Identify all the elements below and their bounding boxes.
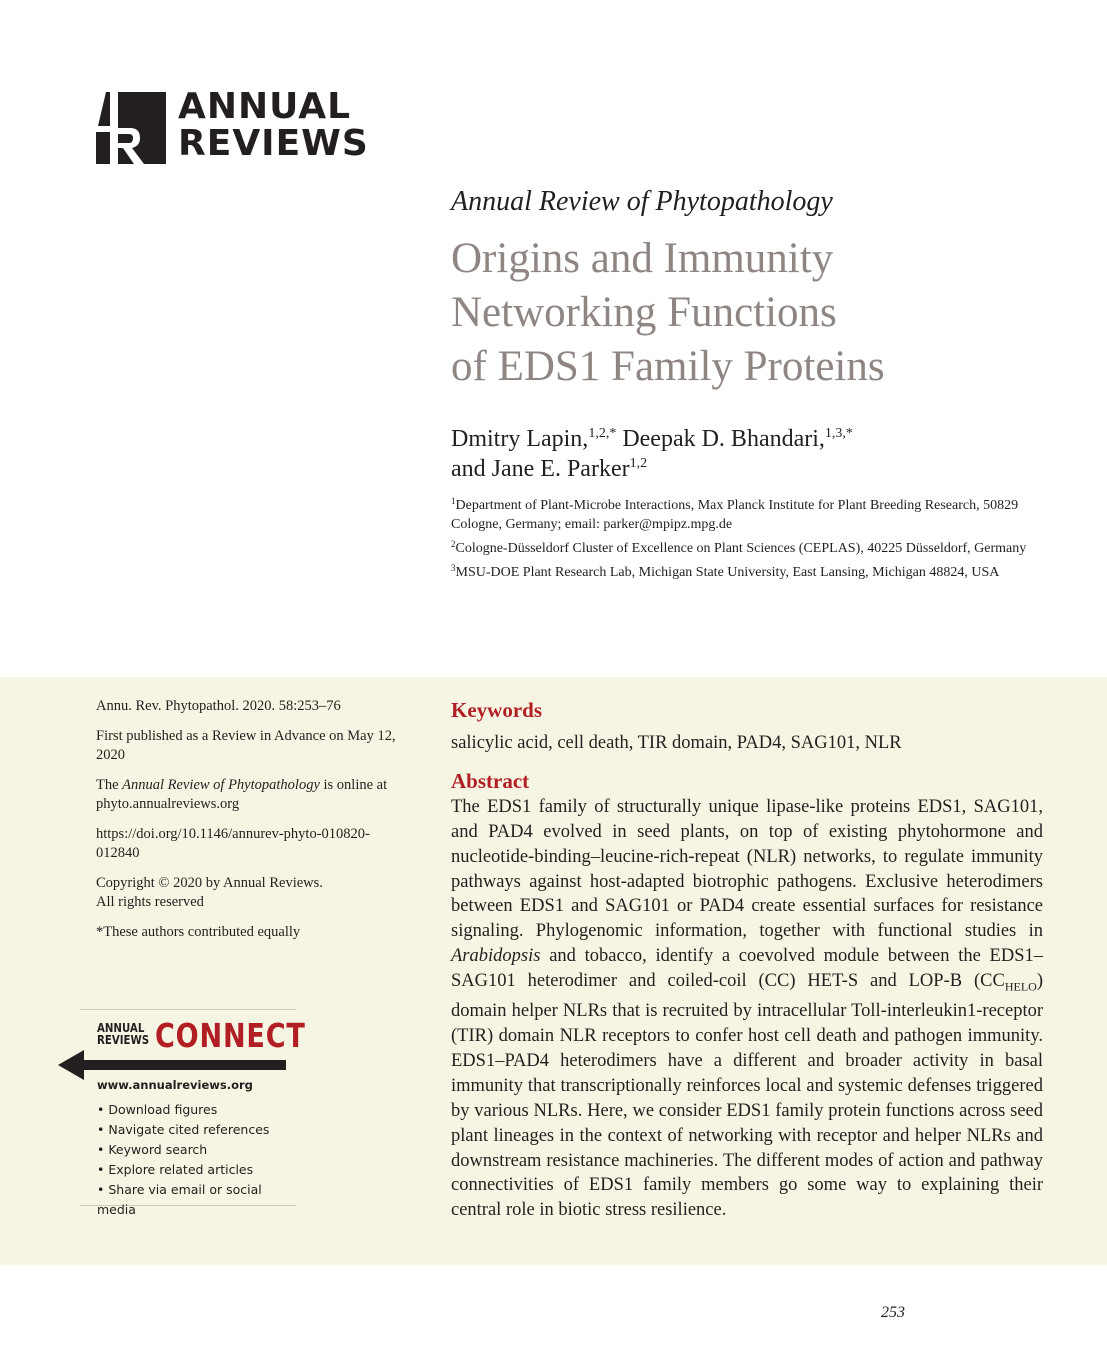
logo-wordmark (178, 88, 369, 162)
logo-line-annual: ANNUAL (178, 86, 352, 127)
title-line: of EDS1 Family Proteins (451, 343, 885, 390)
author-affil-marker: 1,2,* (588, 426, 617, 441)
affiliations (451, 496, 1051, 587)
connect-feature-item: • Download figures (97, 1102, 218, 1117)
online-note (96, 776, 406, 814)
connect-feature-list (97, 1100, 296, 1220)
rights-line: All rights reserved (96, 894, 204, 910)
keywords-abstract-section (451, 696, 1043, 1223)
annual-reviews-connect-box (80, 1009, 306, 1217)
affiliation-item (451, 496, 1051, 534)
ar-monogram-icon (96, 92, 166, 164)
annual-reviews-logo (96, 86, 371, 166)
connect-small-line: ANNUAL (97, 1021, 145, 1035)
arrow-left-icon (58, 1050, 288, 1080)
author-name: and Jane E. Parker (451, 456, 630, 482)
author-name: Deepak D. Bhandari, (616, 426, 825, 452)
affiliation-item (451, 539, 1051, 558)
online-pre: The (96, 777, 123, 793)
equal-contribution-note: *These authors contributed equally (96, 924, 301, 940)
connect-url[interactable]: www.annualreviews.org (97, 1078, 253, 1092)
affiliation-text: MSU-DOE Plant Research Lab, Michigan State University, East Lansing, Michigan 48824, USA (455, 565, 1000, 580)
affiliation-text: Cologne-Düsseldorf Cluster of Excellence on Plant Sciences (CEPLAS), 40225 Düsseldorf, Germany (455, 541, 1027, 556)
abstract-subscript: HELO (1004, 979, 1037, 994)
doi-link[interactable]: https://doi.org/10.1146/annurev-phyto-010820-012840 (96, 826, 370, 861)
copyright (96, 874, 406, 912)
connect-small-label (97, 1022, 149, 1046)
affiliation-number: 1 (451, 496, 456, 506)
title-line: Networking Functions (451, 289, 837, 336)
author-affil-marker: 1,2 (629, 456, 648, 471)
author-name: Dmitry Lapin, (451, 426, 589, 452)
keywords-text: salicylic acid, cell death, TIR domain, PAD4, SAG101, NLR (451, 733, 902, 753)
published-date: First published as a Review in Advance on May 12, 2020 (96, 728, 396, 763)
connect-title: CONNECT (155, 1016, 306, 1055)
abstract-part: ) domain helper NLRs that is recruited by intracellular Toll-interleukin1-receptor (TIR) domain NLR receptors to confer host cell death and pathogen immunity. EDS1–PAD4 heterodimers have a different and broader activity in basal immunity that transcriptionally reinforces local and systemic defenses triggered by various NLRs. Here, we consider EDS1 family protein functions across seed plant lineages in the context of networking with receptor and helper NLRs and downstream resistance machineries. The different modes of action and pathway connectivities of EDS1 family members go some way to explaining their central role in biotic stress resilience. (451, 970, 1043, 1221)
abstract-heading: Abstract (451, 769, 530, 793)
journal-name: Annual Review of Phytopathology (451, 186, 833, 217)
affiliation-text: Department of Plant-Microbe Interactions, Max Planck Institute for Plant Breeding Research, 50829 Cologne, Germany; email: parker@mpipz.mpg.de (451, 498, 1019, 532)
online-journal: Annual Review of Phytopathology (122, 777, 320, 793)
citation: Annu. Rev. Phytopathol. 2020. 58:253–76 (96, 698, 341, 714)
abstract-italic-term: Arabidopsis (451, 946, 541, 967)
affiliation-number: 3 (451, 563, 456, 573)
abstract-part: and tobacco, identify a coevolved module between the EDS1–SAG101 heterodimer and coiled-coil (CC) HET-S and LOP-B (CC (451, 946, 1043, 991)
article-info-sidebar (96, 697, 406, 953)
affiliation-item (451, 563, 1051, 582)
author-list (451, 424, 853, 484)
keywords-heading: Keywords (451, 698, 542, 722)
online-post: is online at phyto.annualreviews.org (96, 777, 388, 812)
author-affil-marker: 1,3,* (824, 426, 853, 441)
affiliation-number: 2 (451, 539, 456, 549)
connect-feature-item: • Keyword search (97, 1142, 208, 1157)
article-title (451, 232, 885, 394)
abstract-part: The EDS1 family of structurally unique lipase-like proteins EDS1, SAG101, and PAD4 evolved in seed plants, on top of existing phytohormone and nucleotide-binding–leucine-rich-repeat (NLR) networks, to regulate immunity pathways against host-adapted biotrophic pathogens. Exclusive heterodimers between EDS1 and SAG101 or PAD4 create essential surfaces for resistance signaling. Phylogenomic information, together with functional studies in (451, 797, 1043, 942)
connect-feature-item: • Navigate cited references (97, 1122, 270, 1137)
connect-feature-item: • Explore related articles (97, 1162, 254, 1177)
page-number: 253 (881, 1304, 905, 1321)
logo-line-reviews: REVIEWS (178, 123, 369, 164)
connect-small-line: REVIEWS (97, 1033, 150, 1047)
title-line: Origins and Immunity (451, 235, 834, 282)
connect-feature-item: • Share via email or social media (97, 1182, 262, 1217)
abstract-text (451, 795, 1043, 1223)
copyright-line: Copyright © 2020 by Annual Reviews. (96, 875, 323, 891)
